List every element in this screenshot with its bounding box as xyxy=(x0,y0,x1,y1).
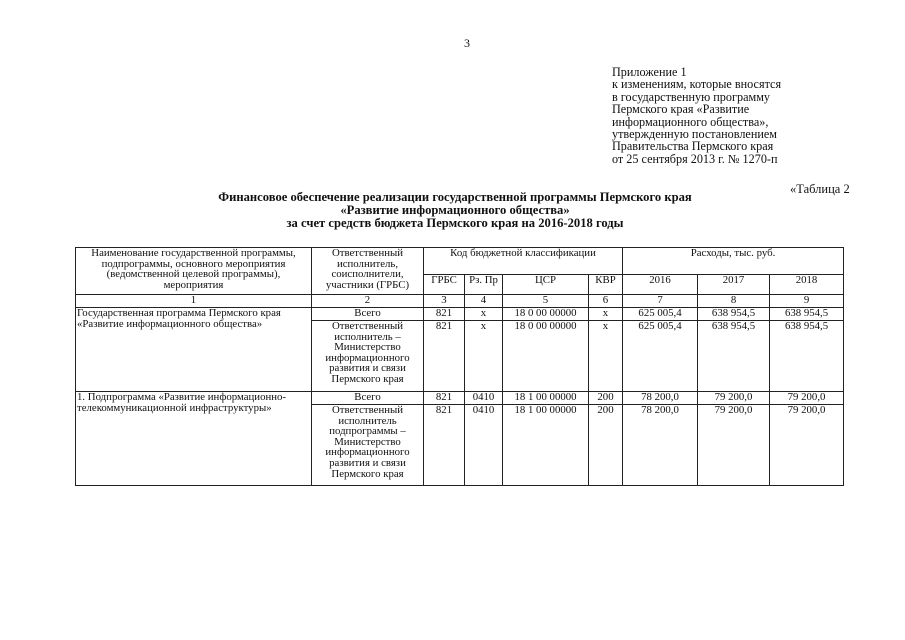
csr-cell: 18 1 00 00000 xyxy=(503,405,589,486)
amount-2017-cell: 79 200,0 xyxy=(698,392,770,405)
executor-cell: Всего xyxy=(312,308,424,321)
appendix-line: Правительства Пермского края xyxy=(612,139,774,154)
financing-table xyxy=(75,247,844,486)
appendix-line: Приложение 1 xyxy=(612,65,687,79)
appendix-block xyxy=(612,66,781,165)
page-number: 3 xyxy=(464,36,470,50)
amount-2018-cell: 638 954,5 xyxy=(770,321,844,392)
amount-2016-cell: 625 005,4 xyxy=(623,308,698,321)
header-csr: ЦСР xyxy=(503,275,589,295)
header-executor: Ответственный исполнитель, соисполнители, участники (ГРБС) xyxy=(312,248,424,295)
rz-pr-cell: 0410 xyxy=(465,392,503,405)
amount-2016-cell: 78 200,0 xyxy=(623,405,698,486)
csr-cell: 18 0 00 00000 xyxy=(503,321,589,392)
grbs-cell: 821 xyxy=(424,308,465,321)
rz-pr-cell: 0410 xyxy=(465,405,503,486)
program-name: Государственная программа Пермского края «Развитие информационного общества» xyxy=(76,308,312,392)
header-kvr: КВР xyxy=(589,275,623,295)
header-2016: 2016 xyxy=(623,275,698,295)
appendix-line: в государственную программу xyxy=(612,89,771,104)
col-number: 5 xyxy=(503,295,589,308)
rz-pr-cell: х xyxy=(465,321,503,392)
appendix-line: к изменениям, которые вносятся xyxy=(612,77,782,92)
title-line-1: Финансовое обеспечение реализации государственной программы Пермского края xyxy=(218,190,692,204)
amount-2017-cell: 79 200,0 xyxy=(698,405,770,486)
col-number: 6 xyxy=(589,295,623,308)
amount-2018-cell: 79 200,0 xyxy=(770,405,844,486)
document-title xyxy=(130,191,780,230)
amount-2018-cell: 638 954,5 xyxy=(770,308,844,321)
col-number: 4 xyxy=(465,295,503,308)
grbs-cell: 821 xyxy=(424,405,465,486)
appendix-line: Пермского края «Развитие xyxy=(612,102,750,117)
subprogram-name: 1. Подпрограмма «Развитие информационно-телекоммуникационной инфраструктуры» xyxy=(76,392,312,486)
amount-2016-cell: 625 005,4 xyxy=(623,321,698,392)
table-row xyxy=(76,392,844,405)
csr-cell: 18 1 00 00000 xyxy=(503,392,589,405)
header-budget-code: Код бюджетной классификации xyxy=(424,248,623,275)
executor-cell: Ответственный исполнитель – Министерство информационного развития и связи Пермского края xyxy=(312,321,424,392)
grbs-cell: 821 xyxy=(424,392,465,405)
appendix-line: утвержденную постановлением xyxy=(612,127,778,142)
rz-pr-cell: х xyxy=(465,308,503,321)
header-grbs: ГРБС xyxy=(424,275,465,295)
appendix-line: от 25 сентября 2013 г. № 1270-п xyxy=(612,151,778,166)
executor-cell: Ответственный исполнитель подпрограммы – Министерство информационного развития и связи Пермского края xyxy=(312,405,424,486)
header-name: Наименование государственной программы, подпрограммы, основного мероприятия (ведомственной целевой программы), мероприятия xyxy=(76,248,312,295)
kvr-cell: х xyxy=(589,321,623,392)
grbs-cell: 821 xyxy=(424,321,465,392)
title-line-2: «Развитие информационного общества» xyxy=(340,203,570,217)
table-reference: «Таблица 2 xyxy=(790,182,850,196)
col-number: 8 xyxy=(698,295,770,308)
kvr-cell: 200 xyxy=(589,405,623,486)
header-2017: 2017 xyxy=(698,275,770,295)
col-number: 3 xyxy=(424,295,465,308)
header-2018: 2018 xyxy=(770,275,844,295)
appendix-line: информационного общества», xyxy=(612,114,769,129)
col-number: 1 xyxy=(76,295,312,308)
csr-cell: 18 0 00 00000 xyxy=(503,308,589,321)
amount-2017-cell: 638 954,5 xyxy=(698,308,770,321)
amount-2018-cell: 79 200,0 xyxy=(770,392,844,405)
header-rz-pr: Рз. Пр xyxy=(465,275,503,295)
col-number: 9 xyxy=(770,295,844,308)
header-expenses: Расходы, тыс. руб. xyxy=(623,248,844,275)
amount-2017-cell: 638 954,5 xyxy=(698,321,770,392)
executor-cell: Всего xyxy=(312,392,424,405)
title-line-3: за счет средств бюджета Пермского края на 2016-2018 годы xyxy=(286,216,624,230)
table-row xyxy=(76,308,844,321)
col-number: 7 xyxy=(623,295,698,308)
column-numbers-row xyxy=(76,295,844,308)
amount-2016-cell: 78 200,0 xyxy=(623,392,698,405)
col-number: 2 xyxy=(312,295,424,308)
header-row xyxy=(76,248,844,275)
kvr-cell: х xyxy=(589,308,623,321)
kvr-cell: 200 xyxy=(589,392,623,405)
